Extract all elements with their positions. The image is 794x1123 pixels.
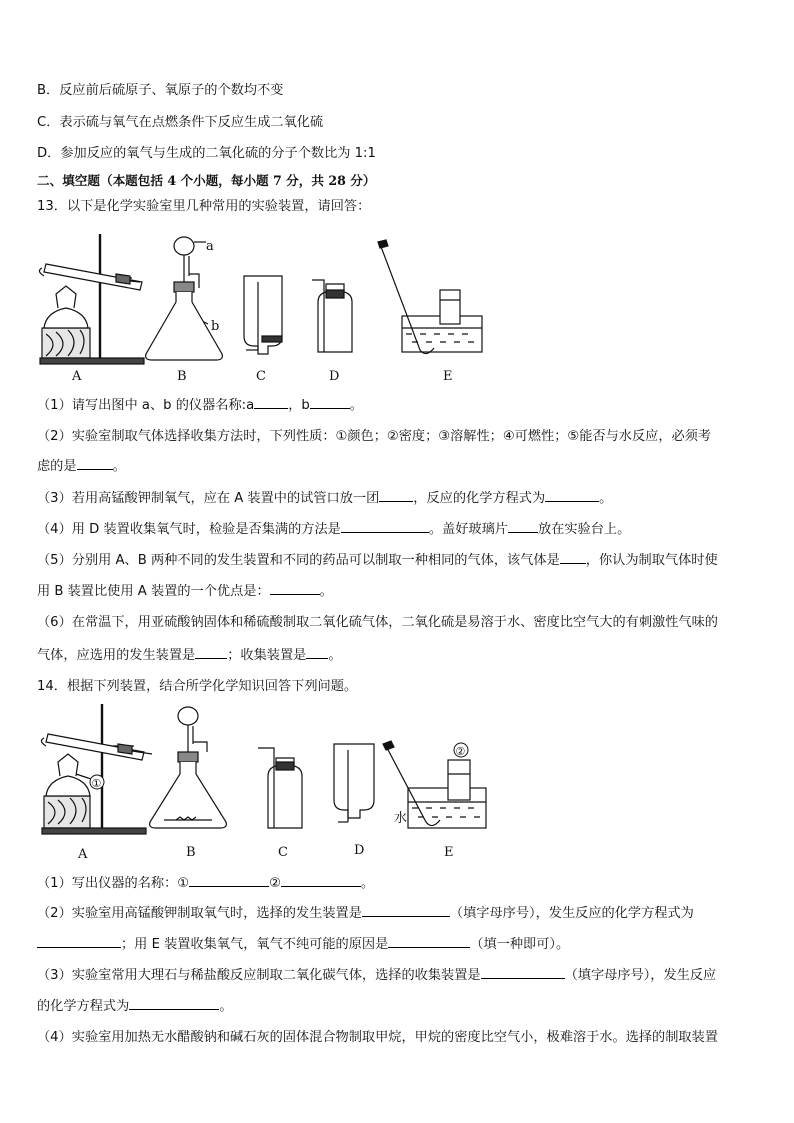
q14-apparatus-figure (36, 704, 496, 864)
label-E: E (443, 369, 453, 384)
q13-part6-line2: 气体，应选用的发生装置是 ；收集装置是 。 (37, 648, 342, 663)
answer-blank[interactable] (310, 396, 350, 409)
answer-blank[interactable] (270, 582, 320, 595)
q13-part3: （3）若用高锰酸钾制氧气，应在 A 装置中的试管口放一团 ，反应的化学方程式为 。 (37, 491, 613, 506)
q14-part2-line1: （2）实验室用高锰酸钾制取氧气时，选择的发生装置是 （填字母序号），发生反应的化学方程式为 (37, 906, 694, 921)
q13-part1: （1）请写出图中 a、b 的仪器名称:a ，b 。 (37, 398, 363, 413)
label-A: A (72, 369, 82, 384)
q14-part1: （1）写出仪器的名称：① ② 。 (37, 876, 375, 891)
answer-blank[interactable] (362, 904, 450, 917)
label-C: C (278, 845, 288, 860)
label-E: E (444, 845, 454, 860)
answer-blank[interactable] (481, 966, 565, 979)
option-c: C．表示硫与氧气在点燃条件下反应生成二氧化硫 (37, 115, 324, 130)
label-B: B (186, 845, 196, 860)
label-a: a (206, 239, 214, 254)
apparatus-c-gas-bottle (258, 748, 302, 828)
answer-blank[interactable] (37, 935, 121, 948)
label-D: D (354, 843, 365, 858)
q13-part5-line1: （5）分别用 A、B 两种不同的发生装置和不同的药品可以制取一种相同的气体，该气体是 ，你认为制取气体时使 (37, 553, 718, 568)
label-circle-1: ① (91, 777, 102, 790)
answer-blank[interactable] (560, 551, 586, 564)
q13-part2-line1: （2）实验室制取气体选择收集方法时，下列性质：①颜色；②密度；③溶解性；④可燃性；⑤能否与水反应，必须考 (37, 429, 712, 444)
apparatus-d-inverted-bottle (334, 744, 374, 822)
answer-blank[interactable] (195, 646, 227, 659)
label-b: b (211, 319, 220, 334)
answer-blank[interactable] (388, 935, 470, 948)
q13-part6-line1: （6）在常温下，用亚硫酸钠固体和稀硫酸制取二氧化硫气体，二氧化硫是易溶于水、密度比空气大的有刺激性气味的 (37, 615, 718, 630)
apparatus-b-funnel-flask (150, 707, 227, 828)
label-water: 水 (394, 811, 408, 826)
option-b: B．反应前后硫原子、氧原子的个数均不变 (37, 83, 284, 98)
q14-part2-line2: ；用 E 装置收集氧气，氧气不纯可能的原因是 （填一种即可）。 (37, 935, 569, 954)
answer-blank[interactable] (77, 457, 113, 470)
answer-blank[interactable] (189, 874, 269, 887)
q13-apparatus-figure (36, 226, 496, 386)
label-C: C (256, 369, 266, 384)
q14-part3-line2: 的化学方程式为 。 (37, 999, 233, 1014)
answer-blank[interactable] (545, 489, 599, 502)
label-circle-2: ② (455, 745, 466, 758)
label-D: D (329, 369, 340, 384)
answer-blank[interactable] (254, 396, 288, 409)
answer-blank[interactable] (281, 874, 361, 887)
section-heading: 二、填空题（本题包括 4 个小题，每小题 7 分，共 28 分） (37, 173, 376, 188)
apparatus-a-heating-stand (41, 704, 152, 834)
q13-part5-line2: 用 B 装置比使用 A 装置的一个优点是： 。 (37, 584, 333, 599)
answer-blank[interactable] (379, 489, 413, 502)
label-A: A (78, 847, 88, 862)
q14-stem: 14．根据下列装置，结合所学化学知识回答下列问题。 (37, 679, 358, 694)
answer-blank[interactable] (341, 520, 429, 533)
q13-part4: （4）用 D 装置收集氧气时，检验是否集满的方法是 。盖好玻璃片 放在实验台上。 (37, 522, 631, 537)
apparatus-b-funnel-flask (146, 237, 223, 360)
answer-blank[interactable] (129, 997, 219, 1010)
apparatus-c-inverted-bottle (244, 276, 282, 354)
q13-part2-line2: 虑的是 。 (37, 459, 126, 474)
apparatus-d-gas-bottle (312, 280, 352, 352)
apparatus-a-heating-stand (39, 234, 144, 364)
option-d: D．参加反应的氧气与生成的二氧化硫的分子个数比为 1:1 (37, 146, 376, 161)
label-B: B (177, 369, 187, 384)
q13-stem: 13．以下是化学实验室里几种常用的实验装置，请回答： (37, 199, 371, 214)
q14-part4-line1: （4）实验室用加热无水醋酸钠和碱石灰的固体混合物制取甲烷，甲烷的密度比空气小，极难溶于水。选择的制取装置 (37, 1030, 718, 1045)
apparatus-e-water-trough (378, 240, 482, 354)
answer-blank[interactable] (306, 646, 328, 659)
answer-blank[interactable] (508, 520, 538, 533)
q14-part3-line1: （3）实验室常用大理石与稀盐酸反应制取二氧化碳气体，选择的收集装置是 （填字母序号），发生反应 (37, 968, 717, 983)
